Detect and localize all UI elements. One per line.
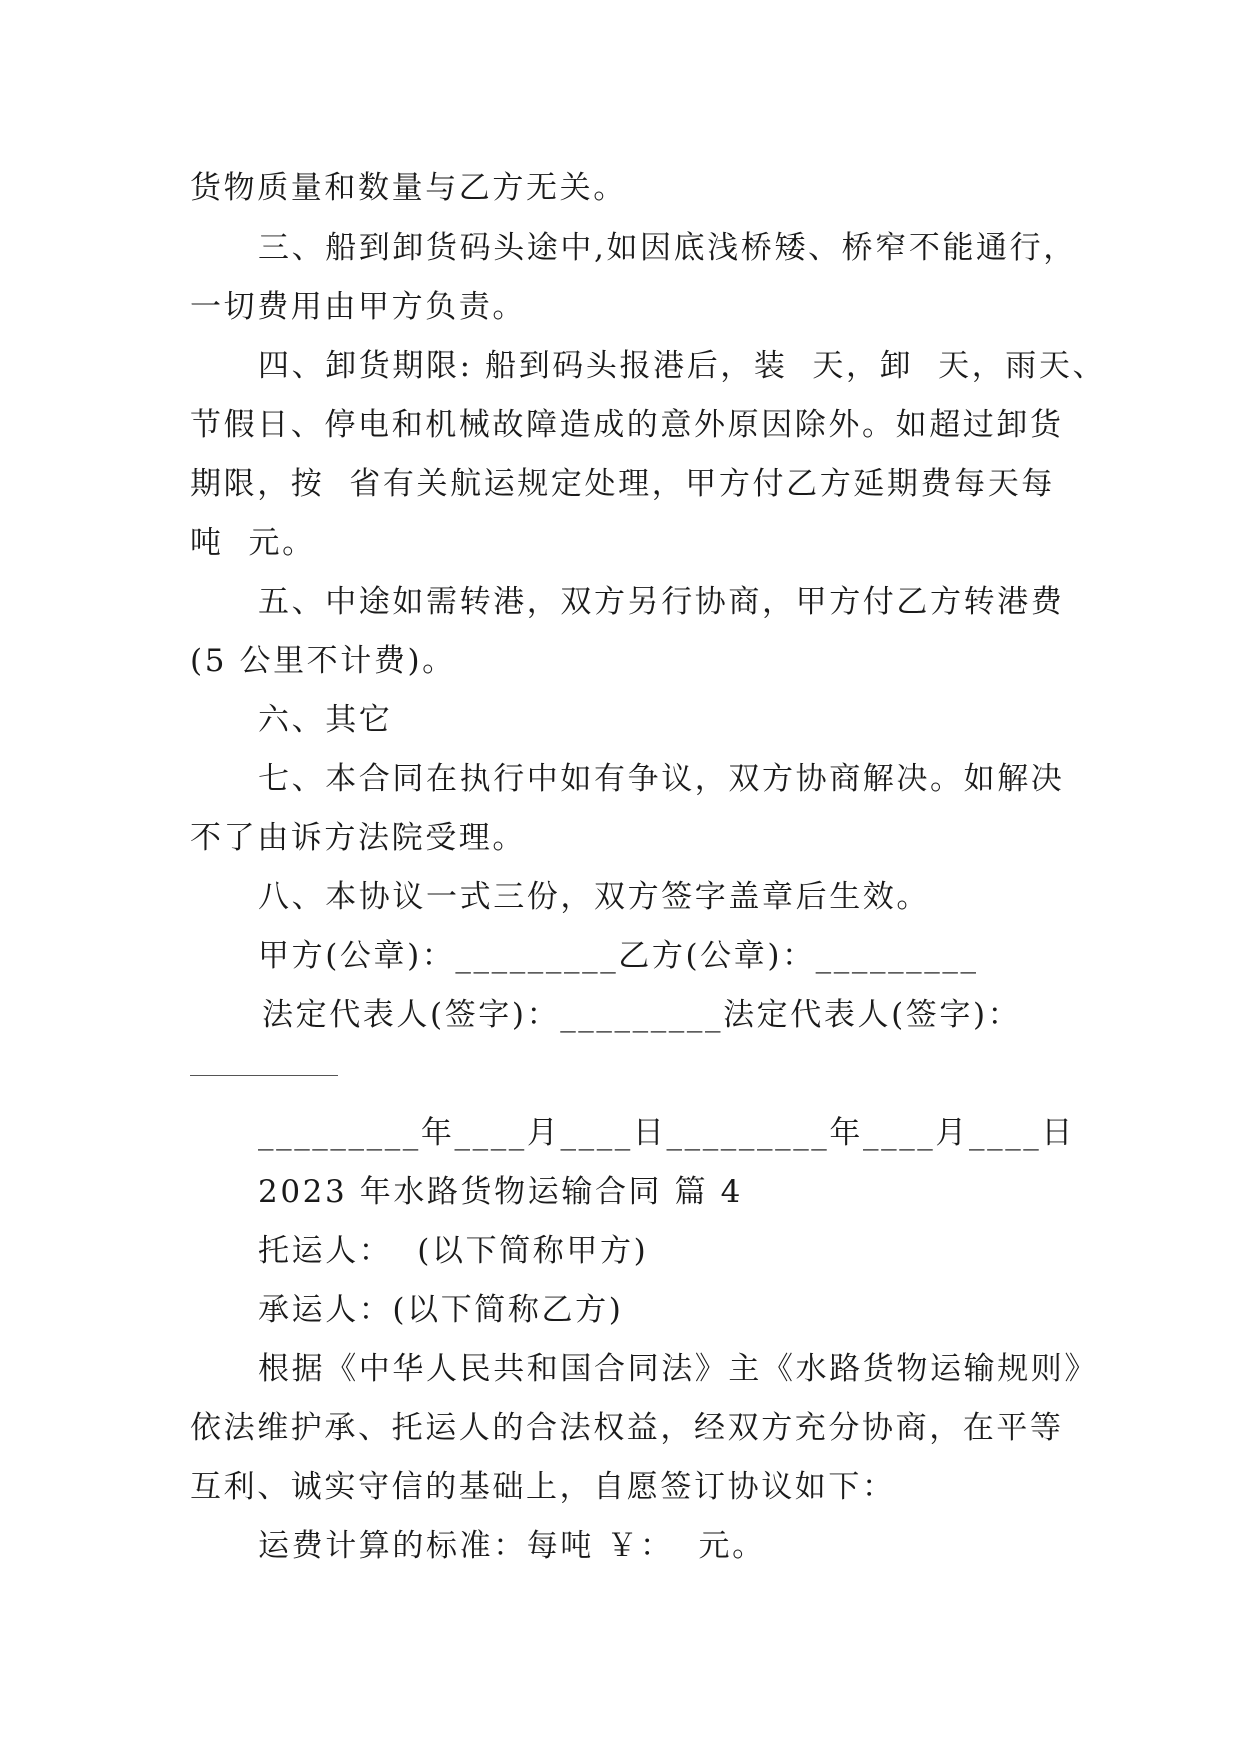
text-line: 节假日、停电和机械故障造成的意外原因除外。如超过卸货 bbox=[190, 407, 1064, 443]
clause-5: 五、中途如需转港，双方另行协商，甲方付乙方转港费 bbox=[258, 584, 1065, 620]
shipper-line: 托运人： (以下简称甲方) bbox=[258, 1233, 649, 1269]
text-line: 依法维护承、托运人的合法权益，经双方充分协商，在平等 bbox=[190, 1410, 1064, 1446]
text-line: 期限，按 省有关航运规定处理，甲方付乙方延期费每天每 bbox=[190, 466, 1055, 502]
preamble-line: 根据《中华人民共和国合同法》主《水路货物运输规则》 bbox=[258, 1351, 1098, 1387]
section-title: 2023 年水路货物运输合同 篇 4 bbox=[258, 1174, 743, 1210]
clause-8: 八、本协议一式三份，双方签字盖章后生效。 bbox=[258, 879, 930, 915]
clause-4: 四、卸货期限: 船到码头报港后，装 天，卸 天，雨天、 bbox=[258, 348, 1107, 384]
clause-6: 六、其它 bbox=[258, 702, 393, 738]
party-seal-line: 甲方(公章)：_________乙方(公章)：_________ bbox=[258, 938, 979, 974]
carrier-line: 承运人：(以下简称乙方) bbox=[258, 1292, 624, 1328]
legal-representative-line: 法定代表人(签字)：_________法定代表人(签字)： bbox=[262, 997, 1022, 1033]
text-line: (5 公里不计费)。 bbox=[190, 643, 456, 679]
clause-7: 七、本合同在执行中如有争议，双方协商解决。如解决 bbox=[258, 761, 1065, 797]
freight-standard-line: 运费计算的标准：每吨 ￥： 元。 bbox=[258, 1528, 766, 1564]
text-line: 吨 元。 bbox=[190, 525, 316, 561]
text-line: 货物质量和数量与乙方无关。 bbox=[190, 170, 627, 206]
clause-3: 三、船到卸货码头途中,如因底浅桥矮、桥窄不能通行， bbox=[258, 230, 1077, 266]
date-line: _________年____月____日_________年____月____日 bbox=[258, 1115, 1075, 1151]
text-line: 一切费用由甲方负责。 bbox=[190, 289, 526, 325]
text-line: 不了由诉方法院受理。 bbox=[190, 820, 526, 856]
text-line: 互利、诚实守信的基础上，自愿签订协议如下： bbox=[190, 1469, 896, 1505]
signature-blank bbox=[190, 1075, 338, 1076]
